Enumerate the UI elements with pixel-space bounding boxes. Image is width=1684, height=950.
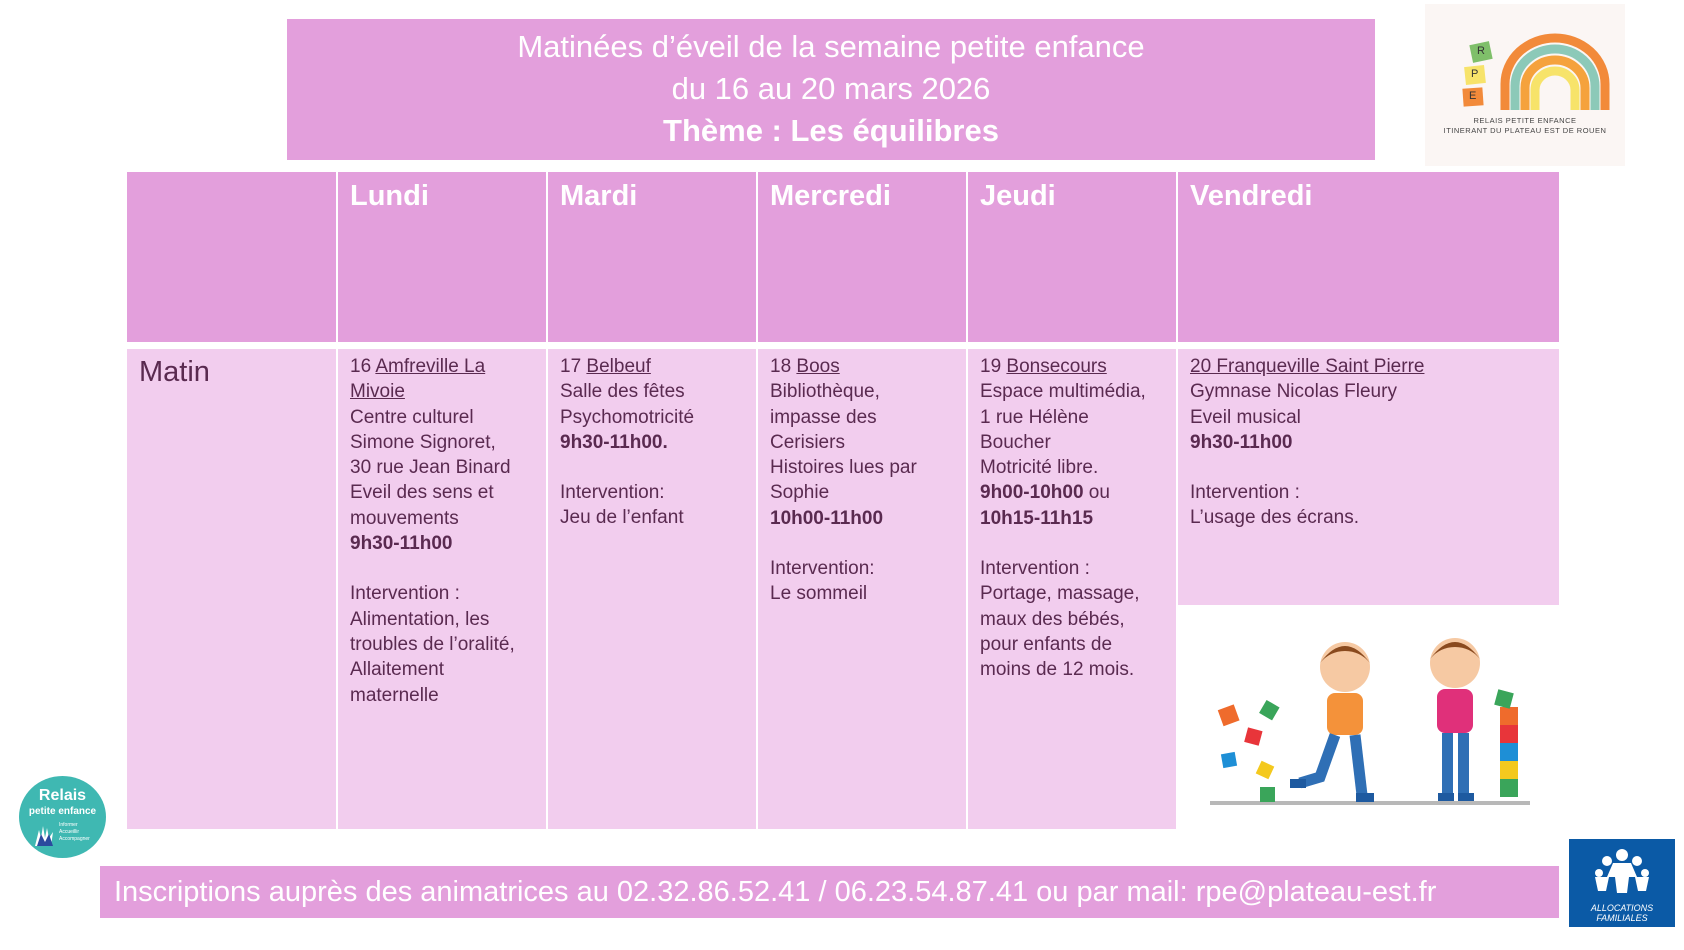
header-lundi: Lundi: [338, 172, 546, 342]
header-empty: [127, 172, 336, 342]
banner-title: Matinées d’éveil de la semaine petite enfance: [517, 29, 1145, 64]
jeudi-time1: 9h00-10h00: [980, 482, 1084, 504]
relais-petite-enfance-logo: [19, 776, 106, 858]
banner-dates: du 16 au 20 mars 2026: [671, 71, 991, 106]
cell-mardi: [548, 349, 756, 829]
jeudi-line: Espace multimédia,: [980, 381, 1146, 403]
mercredi-place: Boos: [796, 356, 840, 377]
header-vendredi: Vendredi: [1178, 172, 1559, 342]
relais-tagline: Accueillir: [59, 829, 80, 835]
rpe-letter-p: P: [1471, 68, 1479, 80]
banner-theme: Thème : Les équilibres: [663, 113, 999, 148]
header-mercredi: Mercredi: [758, 172, 966, 342]
lundi-line: mouvements: [350, 507, 459, 529]
mardi-intervention: Jeu de l’enfant: [560, 507, 684, 529]
lundi-intervention: Alimentation, les: [350, 608, 490, 630]
vendredi-intervention-label: Intervention :: [1190, 482, 1300, 504]
row-label-matin: Matin: [127, 349, 336, 829]
rpe-logo-line1: RELAIS PETITE ENFANCE: [1473, 116, 1577, 125]
header-jeudi: Jeudi: [968, 172, 1176, 342]
lundi-line: Simone Signoret,: [350, 431, 496, 453]
lundi-intervention-label: Intervention :: [350, 583, 460, 605]
jeudi-place: Bonsecours: [1006, 356, 1107, 377]
mercredi-line: Bibliothèque,: [770, 381, 880, 403]
header-mardi: Mardi: [548, 172, 756, 342]
mercredi-line: impasse des: [770, 406, 877, 428]
cell-mercredi: [758, 349, 966, 829]
title-banner: [287, 19, 1375, 160]
lundi-line: Eveil des sens et: [350, 482, 494, 504]
jeudi-intervention: Portage, massage,: [980, 583, 1140, 605]
jeudi-line: 1 rue Hélène: [980, 406, 1089, 428]
jeudi-intervention: maux des bébés,: [980, 608, 1125, 630]
mardi-date: 17: [560, 356, 587, 377]
mercredi-intervention-label: Intervention:: [770, 558, 875, 580]
jeudi-time-sep: ou: [1083, 482, 1110, 504]
mercredi-line: Cerisiers: [770, 431, 845, 453]
lundi-line: Centre culturel: [350, 406, 474, 428]
mercredi-line: Histoires lues par: [770, 457, 917, 479]
vendredi-time: 9h30-11h00: [1190, 431, 1293, 453]
vendredi-line: Gymnase Nicolas Fleury: [1190, 381, 1397, 403]
caf-logo: [1569, 839, 1675, 927]
rainbow-icon: [1425, 4, 1625, 166]
mardi-line: Psychomotricité: [560, 406, 695, 428]
mardi-time: 9h30-11h00.: [560, 431, 668, 453]
lundi-intervention: Allaitement: [350, 659, 444, 681]
lundi-place: Amfreville La Mivoie: [350, 356, 486, 403]
relais-subtitle: petite enfance: [28, 806, 97, 817]
lundi-date: 16: [350, 356, 376, 377]
jeudi-intervention-label: Intervention :: [980, 558, 1090, 580]
cell-lundi: [338, 349, 546, 829]
cell-vendredi: [1178, 349, 1559, 605]
jeudi-line: Boucher: [980, 431, 1051, 453]
mardi-line: Salle des fêtes: [560, 381, 685, 403]
family-icon: [1569, 841, 1675, 903]
jeudi-date: 19: [980, 356, 1007, 377]
mercredi-time: 10h00-11h00: [770, 507, 884, 529]
jeudi-time2: 10h15-11h15: [980, 507, 1094, 529]
vendredi-intervention: L’usage des écrans.: [1190, 507, 1360, 529]
jeudi-line: Motricité libre.: [980, 457, 1099, 479]
mardi-intervention-label: Intervention:: [560, 482, 665, 504]
children-playing-icon: [1180, 605, 1558, 829]
lundi-line: 30 rue Jean Binard: [350, 457, 511, 479]
rpe-letter-e: E: [1469, 90, 1477, 102]
rpe-letter-r: R: [1477, 45, 1485, 57]
mercredi-date: 18: [770, 356, 797, 377]
relais-tagline: Accompagner: [59, 836, 90, 842]
kids-illustration: [1180, 605, 1558, 829]
mercredi-line: Sophie: [770, 482, 830, 504]
registration-footer: Inscriptions auprès des animatrices au 02.32.86.52.41 / 06.23.54.87.41 ou par mail: rpe@plateau-est.fr: [100, 866, 1559, 918]
caf-line2: FAMILIALES: [1596, 913, 1648, 923]
lundi-time: 9h30-11h00: [350, 533, 453, 555]
mercredi-intervention: Le sommeil: [770, 583, 868, 605]
rpe-logo: [1425, 4, 1625, 166]
cell-jeudi: [968, 349, 1176, 829]
vendredi-line: Eveil musical: [1190, 406, 1301, 428]
hand-icon: [31, 820, 59, 848]
mardi-place: Belbeuf: [586, 356, 651, 377]
lundi-intervention: troubles de l’oralité,: [350, 633, 515, 655]
jeudi-intervention: pour enfants de: [980, 633, 1113, 655]
relais-tagline: Informer: [59, 822, 78, 828]
rpe-logo-line2: ITINERANT DU PLATEAU EST DE ROUEN: [1443, 126, 1607, 135]
vendredi-place: 20 Franqueville Saint Pierre: [1190, 356, 1425, 377]
relais-title: Relais: [38, 787, 87, 804]
lundi-intervention: maternelle: [350, 684, 439, 706]
jeudi-intervention: moins de 12 mois.: [980, 659, 1135, 681]
caf-line1: ALLOCATIONS: [1590, 903, 1654, 913]
